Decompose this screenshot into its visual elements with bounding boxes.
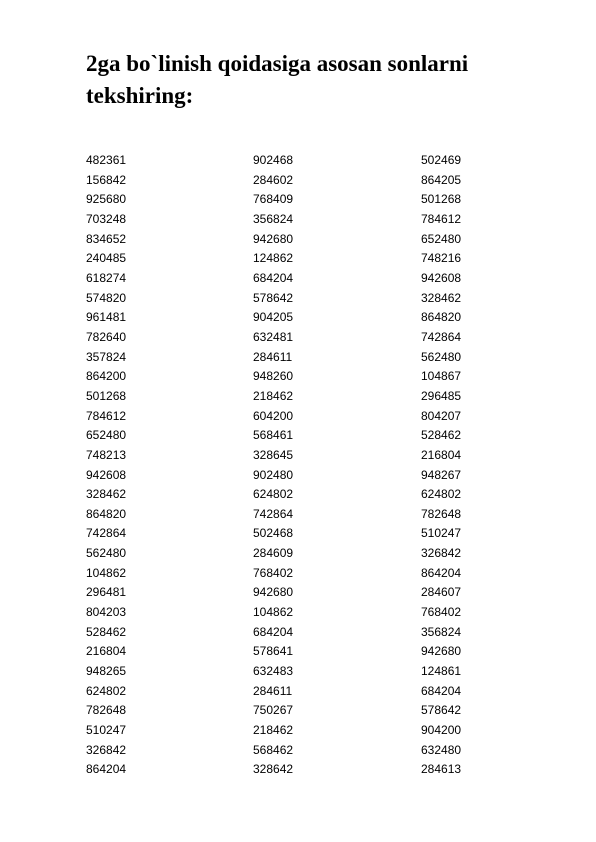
number-item: 684204 bbox=[421, 683, 462, 698]
number-item: 864205 bbox=[421, 172, 462, 187]
number-item: 328645 bbox=[253, 447, 294, 462]
number-item: 864204 bbox=[86, 762, 127, 777]
number-item: 156842 bbox=[86, 172, 127, 187]
number-item: 624802 bbox=[421, 487, 462, 502]
number-item: 104867 bbox=[421, 369, 462, 384]
number-item: 864200 bbox=[86, 369, 127, 384]
number-item: 124862 bbox=[253, 251, 294, 266]
number-item: 782648 bbox=[86, 703, 127, 718]
number-item: 902468 bbox=[253, 153, 294, 167]
number-item: 784612 bbox=[86, 408, 127, 423]
number-item: 568462 bbox=[253, 742, 294, 757]
number-item: 768402 bbox=[421, 605, 462, 620]
number-item: 528462 bbox=[86, 624, 127, 639]
number-item: 804203 bbox=[86, 605, 127, 620]
number-item: 703248 bbox=[86, 211, 127, 226]
number-column-2 bbox=[253, 151, 293, 780]
number-item: 834652 bbox=[86, 231, 127, 246]
number-item: 904200 bbox=[421, 723, 462, 738]
number-item: 632481 bbox=[253, 329, 294, 344]
number-column-3 bbox=[421, 151, 461, 780]
number-item: 284609 bbox=[253, 546, 294, 561]
number-item: 510247 bbox=[421, 526, 462, 541]
number-item: 684204 bbox=[253, 624, 294, 639]
number-item: 652480 bbox=[421, 231, 462, 246]
number-item: 618274 bbox=[86, 270, 127, 285]
number-item: 482361 bbox=[86, 153, 127, 167]
number-item: 218462 bbox=[253, 388, 294, 403]
number-item: 296481 bbox=[86, 585, 127, 600]
number-item: 961481 bbox=[86, 310, 127, 325]
number-item: 284611 bbox=[253, 683, 293, 698]
number-item: 784612 bbox=[421, 211, 462, 226]
number-item: 748216 bbox=[421, 251, 462, 266]
number-item: 284613 bbox=[421, 762, 462, 777]
number-item: 742864 bbox=[421, 329, 462, 344]
number-item: 502469 bbox=[421, 153, 462, 167]
number-item: 296485 bbox=[421, 388, 462, 403]
number-item: 748213 bbox=[86, 447, 127, 462]
number-item: 652480 bbox=[86, 428, 127, 443]
number-item: 742864 bbox=[86, 526, 127, 541]
number-item: 604200 bbox=[253, 408, 294, 423]
number-item: 357824 bbox=[86, 349, 127, 364]
number-item: 742864 bbox=[253, 506, 294, 521]
number-item: 632480 bbox=[421, 742, 462, 757]
number-item: 326842 bbox=[421, 546, 462, 561]
number-item: 624802 bbox=[253, 487, 294, 502]
number-item: 624802 bbox=[86, 683, 127, 698]
number-item: 284611 bbox=[253, 349, 293, 364]
number-item: 864204 bbox=[421, 565, 462, 580]
number-item: 632483 bbox=[253, 664, 294, 679]
number-item: 948267 bbox=[421, 467, 462, 482]
number-item: 578642 bbox=[253, 290, 294, 305]
page-title: 2ga bo`linish qoidasiga asosan sonlarni tekshiring: bbox=[86, 51, 469, 108]
number-item: 356824 bbox=[421, 624, 462, 639]
number-item: 356824 bbox=[253, 211, 294, 226]
number-item: 578642 bbox=[421, 703, 462, 718]
number-item: 578641 bbox=[253, 644, 294, 659]
number-item: 124861 bbox=[421, 664, 462, 679]
number-item: 782640 bbox=[86, 329, 127, 344]
number-item: 768409 bbox=[253, 192, 294, 207]
number-item: 502468 bbox=[253, 526, 294, 541]
number-item: 864820 bbox=[86, 506, 127, 521]
number-item: 562480 bbox=[421, 349, 462, 364]
number-item: 328642 bbox=[253, 762, 294, 777]
number-item: 528462 bbox=[421, 428, 462, 443]
number-item: 501268 bbox=[86, 388, 127, 403]
number-item: 904205 bbox=[253, 310, 294, 325]
number-item: 942680 bbox=[421, 644, 462, 659]
number-item: 942680 bbox=[253, 585, 294, 600]
number-item: 218462 bbox=[253, 723, 294, 738]
number-item: 948265 bbox=[86, 664, 127, 679]
number-item: 942608 bbox=[86, 467, 127, 482]
number-item: 948260 bbox=[253, 369, 294, 384]
number-item: 574820 bbox=[86, 290, 127, 305]
number-item: 216804 bbox=[86, 644, 127, 659]
number-item: 942680 bbox=[253, 231, 294, 246]
number-item: 284607 bbox=[421, 585, 462, 600]
number-item: 501268 bbox=[421, 192, 462, 207]
number-item: 104862 bbox=[253, 605, 294, 620]
number-item: 104862 bbox=[86, 565, 127, 580]
number-item: 510247 bbox=[86, 723, 127, 738]
number-item: 942608 bbox=[421, 270, 462, 285]
number-item: 750267 bbox=[253, 703, 294, 718]
number-item: 925680 bbox=[86, 192, 127, 207]
number-item: 240485 bbox=[86, 251, 127, 266]
number-item: 284602 bbox=[253, 172, 294, 187]
number-item: 782648 bbox=[421, 506, 462, 521]
number-item: 216804 bbox=[421, 447, 462, 462]
number-item: 804207 bbox=[421, 408, 462, 423]
number-column-1 bbox=[86, 151, 126, 780]
number-item: 864820 bbox=[421, 310, 462, 325]
number-item: 328462 bbox=[421, 290, 462, 305]
number-item: 328462 bbox=[86, 487, 127, 502]
number-item: 568461 bbox=[253, 428, 294, 443]
number-item: 902480 bbox=[253, 467, 294, 482]
number-item: 684204 bbox=[253, 270, 294, 285]
number-item: 562480 bbox=[86, 546, 127, 561]
number-item: 768402 bbox=[253, 565, 294, 580]
number-item: 326842 bbox=[86, 742, 127, 757]
